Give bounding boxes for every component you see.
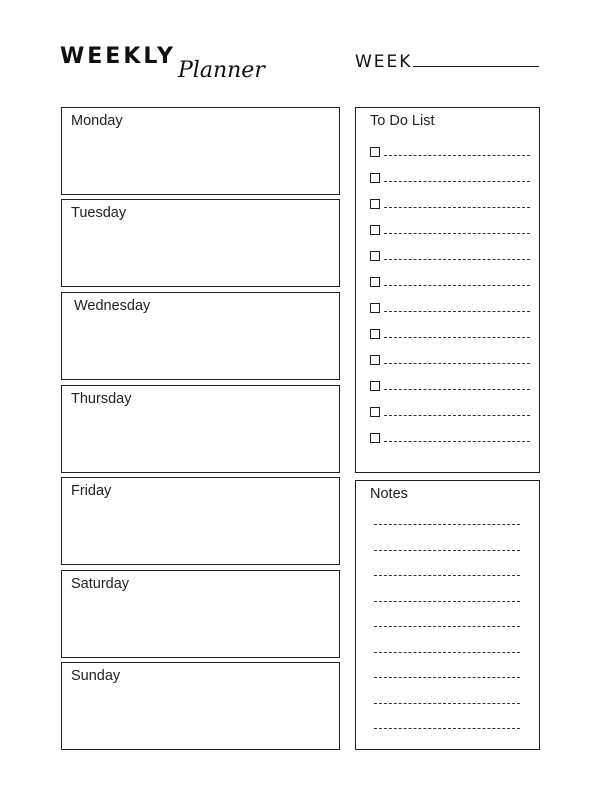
todo-line[interactable]	[384, 441, 530, 442]
checkbox-icon[interactable]	[370, 277, 380, 287]
todo-line[interactable]	[384, 285, 530, 286]
day-box-tuesday[interactable]	[61, 199, 340, 287]
day-box-monday[interactable]	[61, 107, 340, 195]
todo-line[interactable]	[384, 337, 530, 338]
day-box-friday[interactable]	[61, 477, 340, 565]
todo-line[interactable]	[384, 415, 530, 416]
notes-line[interactable]	[374, 550, 520, 551]
planner-subtitle: Planner	[178, 58, 265, 83]
planner-title: WEEKLY	[60, 44, 176, 69]
notes-line[interactable]	[374, 575, 520, 576]
day-label: Saturday	[71, 576, 130, 592]
todo-line[interactable]	[384, 233, 530, 234]
day-box-sunday[interactable]	[61, 662, 340, 750]
todo-item[interactable]	[370, 147, 530, 161]
todo-item[interactable]	[370, 433, 530, 447]
checkbox-icon[interactable]	[370, 433, 380, 443]
todo-item[interactable]	[370, 251, 530, 265]
day-label: Thursday	[71, 391, 132, 407]
notes-line[interactable]	[374, 626, 520, 627]
todo-line[interactable]	[384, 259, 530, 260]
checkbox-icon[interactable]	[370, 303, 380, 313]
checkbox-icon[interactable]	[370, 381, 380, 391]
checkbox-icon[interactable]	[370, 355, 380, 365]
checkbox-icon[interactable]	[370, 251, 380, 261]
notes-line[interactable]	[374, 601, 520, 602]
day-box-thursday[interactable]	[61, 385, 340, 473]
todo-item[interactable]	[370, 225, 530, 239]
todo-item[interactable]	[370, 303, 530, 317]
todo-line[interactable]	[384, 155, 530, 156]
notes-line[interactable]	[374, 652, 520, 653]
todo-item[interactable]	[370, 199, 530, 213]
todo-line[interactable]	[384, 207, 530, 208]
checkbox-icon[interactable]	[370, 199, 380, 209]
notes-line[interactable]	[374, 677, 520, 678]
day-label: Monday	[71, 113, 123, 129]
todo-item[interactable]	[370, 355, 530, 369]
day-label: Tuesday	[71, 205, 127, 221]
todo-item[interactable]	[370, 173, 530, 187]
todo-line[interactable]	[384, 181, 530, 182]
day-box-saturday[interactable]	[61, 570, 340, 658]
day-label: Sunday	[71, 668, 121, 684]
day-label: Friday	[71, 483, 112, 499]
day-label: Wednesday	[74, 298, 151, 314]
week-label: WEEK	[355, 52, 413, 72]
checkbox-icon[interactable]	[370, 147, 380, 157]
day-box-wednesday[interactable]	[61, 292, 340, 380]
checkbox-icon[interactable]	[370, 225, 380, 235]
checkbox-icon[interactable]	[370, 407, 380, 417]
notes-line[interactable]	[374, 703, 520, 704]
todo-line[interactable]	[384, 311, 530, 312]
todo-item[interactable]	[370, 277, 530, 291]
todo-line[interactable]	[384, 389, 530, 390]
notes-line[interactable]	[374, 524, 520, 525]
todo-item[interactable]	[370, 381, 530, 395]
checkbox-icon[interactable]	[370, 173, 380, 183]
notes-title: Notes	[370, 486, 408, 502]
todo-line[interactable]	[384, 363, 530, 364]
checkbox-icon[interactable]	[370, 329, 380, 339]
notes-line[interactable]	[374, 728, 520, 729]
todo-panel	[355, 107, 540, 473]
todo-item[interactable]	[370, 329, 530, 343]
todo-title: To Do List	[370, 113, 435, 129]
todo-item[interactable]	[370, 407, 530, 421]
notes-panel	[355, 480, 540, 750]
week-input-line[interactable]	[413, 66, 539, 67]
